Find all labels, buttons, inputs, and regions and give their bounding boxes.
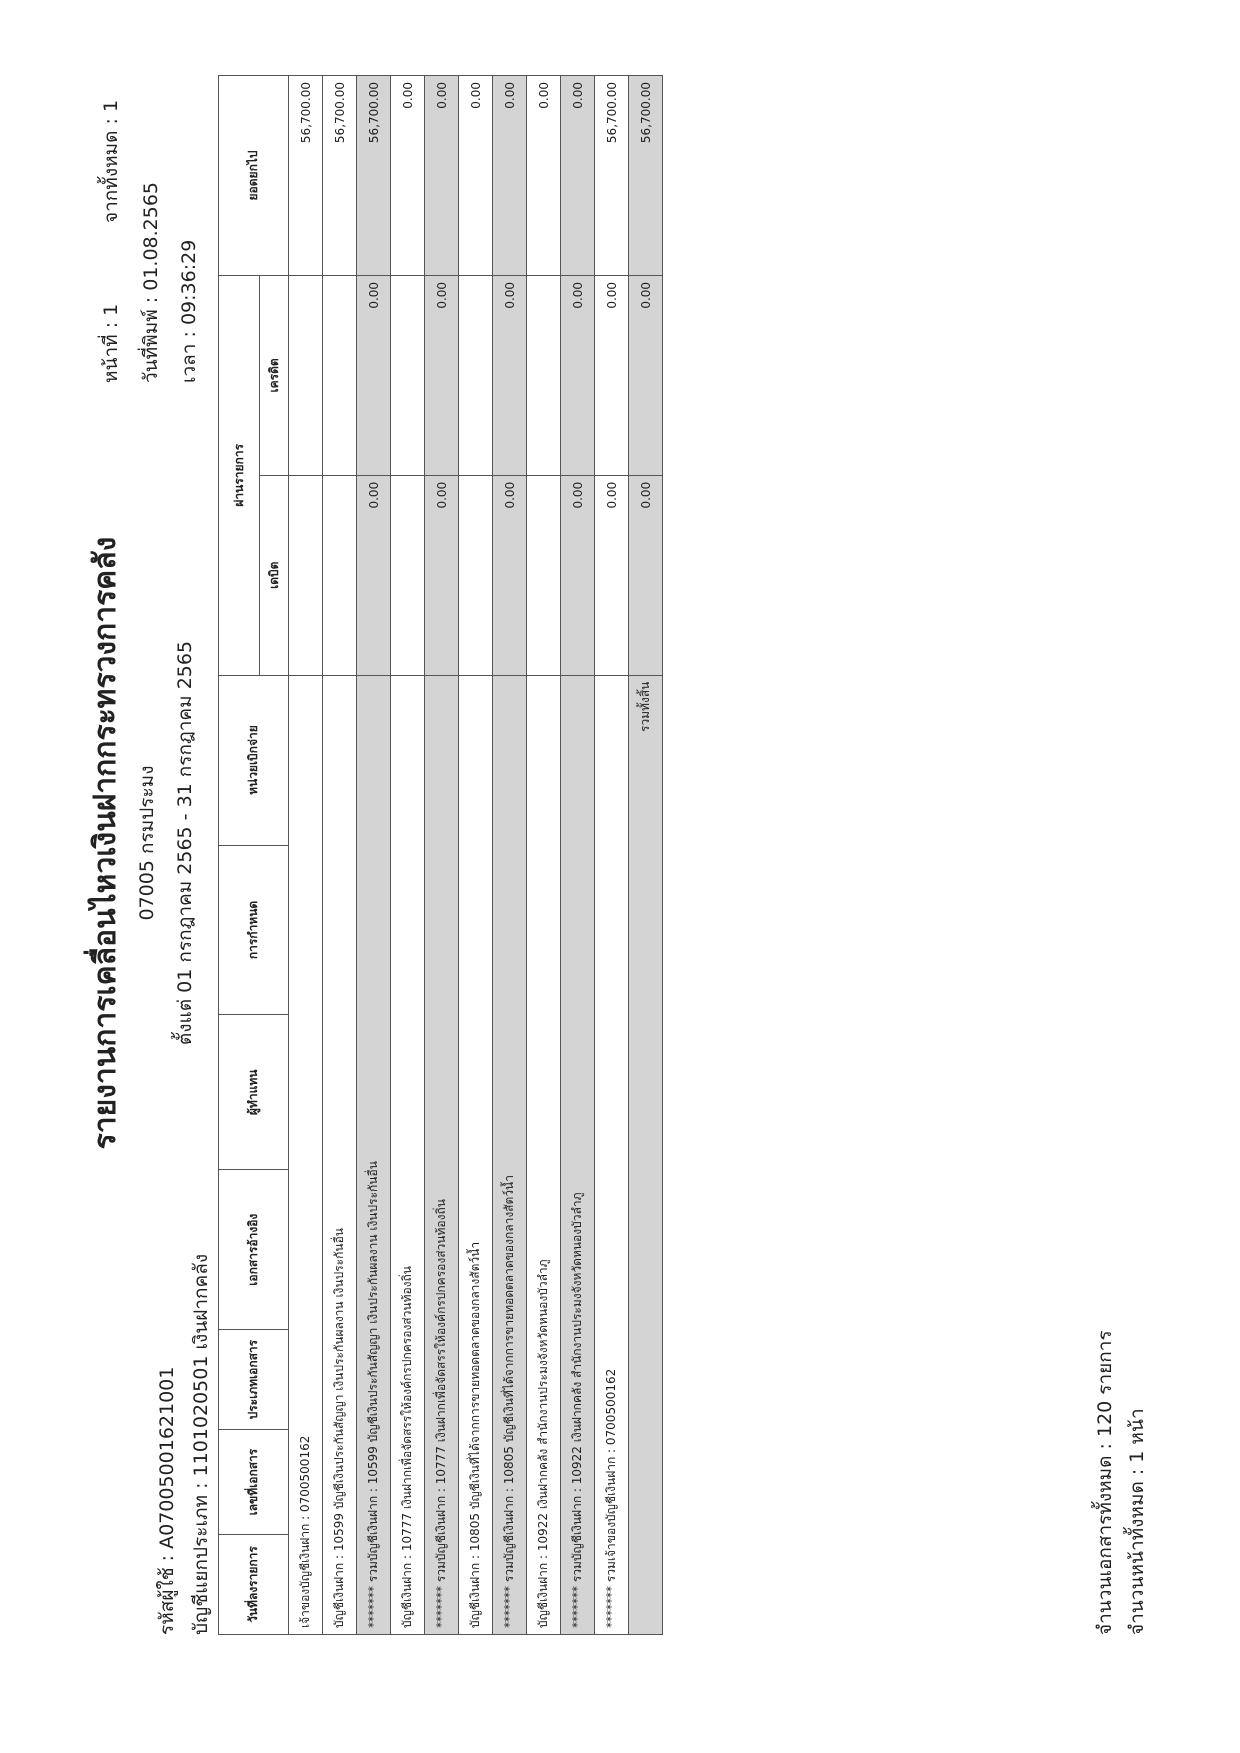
col-ref-doc: เอกสารอ้างอิง bbox=[219, 1170, 289, 1330]
row-balance: 56,700.00 bbox=[595, 76, 629, 276]
row-label: ******* รวมบัญชีเงินฝาก : 10805 บัญชีเงินที่ได้จากการขายทอดตลาดของกลางสัตว์น้ำ bbox=[493, 675, 527, 1634]
row-label: บัญชีเงินฝาก : 10922 เงินฝากคลัง สำนักงานประมงจังหวัดหนองบัวลำภู bbox=[527, 675, 561, 1634]
row-label: ******* รวมเจ้าของบัญชีเงินฝาก : 0700500162 bbox=[595, 675, 629, 1634]
movement-table bbox=[218, 75, 663, 1635]
total-debit: 0.00 bbox=[629, 475, 663, 675]
row-credit: 0.00 bbox=[493, 275, 527, 475]
row-label: ******* รวมบัญชีเงินฝาก : 10922 เงินฝากคลัง สำนักงานประมงจังหวัดหนองบัวลำภู bbox=[561, 675, 595, 1634]
row-debit: 0.00 bbox=[493, 475, 527, 675]
table-row bbox=[459, 76, 493, 1635]
row-debit bbox=[289, 475, 323, 675]
col-debit: เดบิต bbox=[260, 475, 289, 675]
print-date: วันที่พิมพ์ : 01.08.2565 bbox=[140, 181, 162, 383]
table-row bbox=[561, 76, 595, 1635]
row-balance: 0.00 bbox=[561, 76, 595, 276]
col-doc-type: ประเภทเอกสาร bbox=[219, 1330, 289, 1430]
report-title: รายงานการเคลื่อนไหวเงินฝากกระทรวงการคลัง bbox=[88, 536, 123, 1150]
row-credit: 0.00 bbox=[561, 275, 595, 475]
row-balance: 0.00 bbox=[425, 76, 459, 276]
col-spec: การกำหนด bbox=[219, 845, 289, 1015]
page-number: หน้าที่ : 1 bbox=[100, 303, 122, 383]
page-count: จำนวนหน้าทั้งหมด : 1 หน้า bbox=[1126, 1408, 1148, 1635]
table-row bbox=[357, 76, 391, 1635]
col-doc-no: เลขที่เอกสาร bbox=[219, 1430, 289, 1535]
row-label: ******* รวมบัญชีเงินฝาก : 10599 บัญชีเงินประกันสัญญา เงินประกันผลงาน เงินประกันอื่น bbox=[357, 675, 391, 1634]
row-label: บัญชีเงินฝาก : 10805 บัญชีเงินที่ได้จากการขายทอดตลาดของกลางสัตว์น้ำ bbox=[459, 675, 493, 1634]
table-row bbox=[289, 76, 323, 1635]
row-label: เจ้าของบัญชีเงินฝาก : 0700500162 bbox=[289, 675, 323, 1634]
row-debit bbox=[391, 475, 425, 675]
row-label: บัญชีเงินฝาก : 10777 เงินฝากเพื่อจัดสรรให้องค์กรปกครองส่วนท้องถิ่น bbox=[391, 675, 425, 1634]
ledger-type: บัญชีแยกประเภท : 1101020501 เงินฝากคลัง bbox=[190, 1253, 212, 1635]
row-label: บัญชีเงินฝาก : 10599 บัญชีเงินประกันสัญญา เงินประกันผลงาน เงินประกันอื่น bbox=[323, 675, 357, 1634]
table-row bbox=[391, 76, 425, 1635]
row-credit bbox=[527, 275, 561, 475]
row-debit bbox=[459, 475, 493, 675]
print-time: เวลา : 09:36:29 bbox=[178, 239, 200, 383]
col-transactions: ผ่านรายการ bbox=[219, 275, 260, 675]
row-debit: 0.00 bbox=[561, 475, 595, 675]
table-row bbox=[323, 76, 357, 1635]
col-balance: ยอดยกไป bbox=[219, 76, 289, 276]
row-balance: 56,700.00 bbox=[289, 76, 323, 276]
row-debit: 0.00 bbox=[425, 475, 459, 675]
row-debit: 0.00 bbox=[595, 475, 629, 675]
total-balance: 56,700.00 bbox=[629, 76, 663, 276]
row-credit bbox=[289, 275, 323, 475]
row-credit bbox=[459, 275, 493, 475]
table-row bbox=[493, 76, 527, 1635]
row-balance: 0.00 bbox=[459, 76, 493, 276]
col-date: วันที่ลงรายการ bbox=[219, 1535, 289, 1635]
row-debit: 0.00 bbox=[357, 475, 391, 675]
row-label: ******* รวมบัญชีเงินฝาก : 10777 เงินฝากเพื่อจัดสรรให้องค์กรปกครองส่วนท้องถิ่น bbox=[425, 675, 459, 1634]
table-row bbox=[425, 76, 459, 1635]
row-credit: 0.00 bbox=[595, 275, 629, 475]
row-balance: 56,700.00 bbox=[357, 76, 391, 276]
row-credit bbox=[391, 275, 425, 475]
table-row bbox=[595, 76, 629, 1635]
col-agent: ผู้ทำแทน bbox=[219, 1015, 289, 1170]
col-disb-unit: หน่วยเบิกจ่าย bbox=[219, 675, 289, 845]
report-period: ตั้งแต่ 01 กรกฎาคม 2565 - 31 กรกฎาคม 2565 bbox=[174, 640, 196, 1046]
total-row bbox=[629, 76, 663, 1635]
user-id: รหัสผู้ใช้ : A07005001621001 bbox=[156, 1366, 178, 1635]
total-credit: 0.00 bbox=[629, 275, 663, 475]
row-debit bbox=[323, 475, 357, 675]
department-label: 07005 กรมประมง bbox=[136, 765, 158, 921]
col-credit: เครดิต bbox=[260, 275, 289, 475]
document-count: จำนวนเอกสารทั้งหมด : 120 รายการ bbox=[1094, 1330, 1116, 1635]
row-credit: 0.00 bbox=[425, 275, 459, 475]
row-balance: 0.00 bbox=[527, 76, 561, 276]
row-balance: 0.00 bbox=[391, 76, 425, 276]
total-label: รวมทั้งสิ้น bbox=[629, 675, 663, 1634]
row-debit bbox=[527, 475, 561, 675]
table-row bbox=[527, 76, 561, 1635]
total-pages: จากทั้งหมด : 1 bbox=[100, 99, 122, 223]
row-balance: 56,700.00 bbox=[323, 76, 357, 276]
row-credit: 0.00 bbox=[357, 275, 391, 475]
row-credit bbox=[323, 275, 357, 475]
row-balance: 0.00 bbox=[493, 76, 527, 276]
